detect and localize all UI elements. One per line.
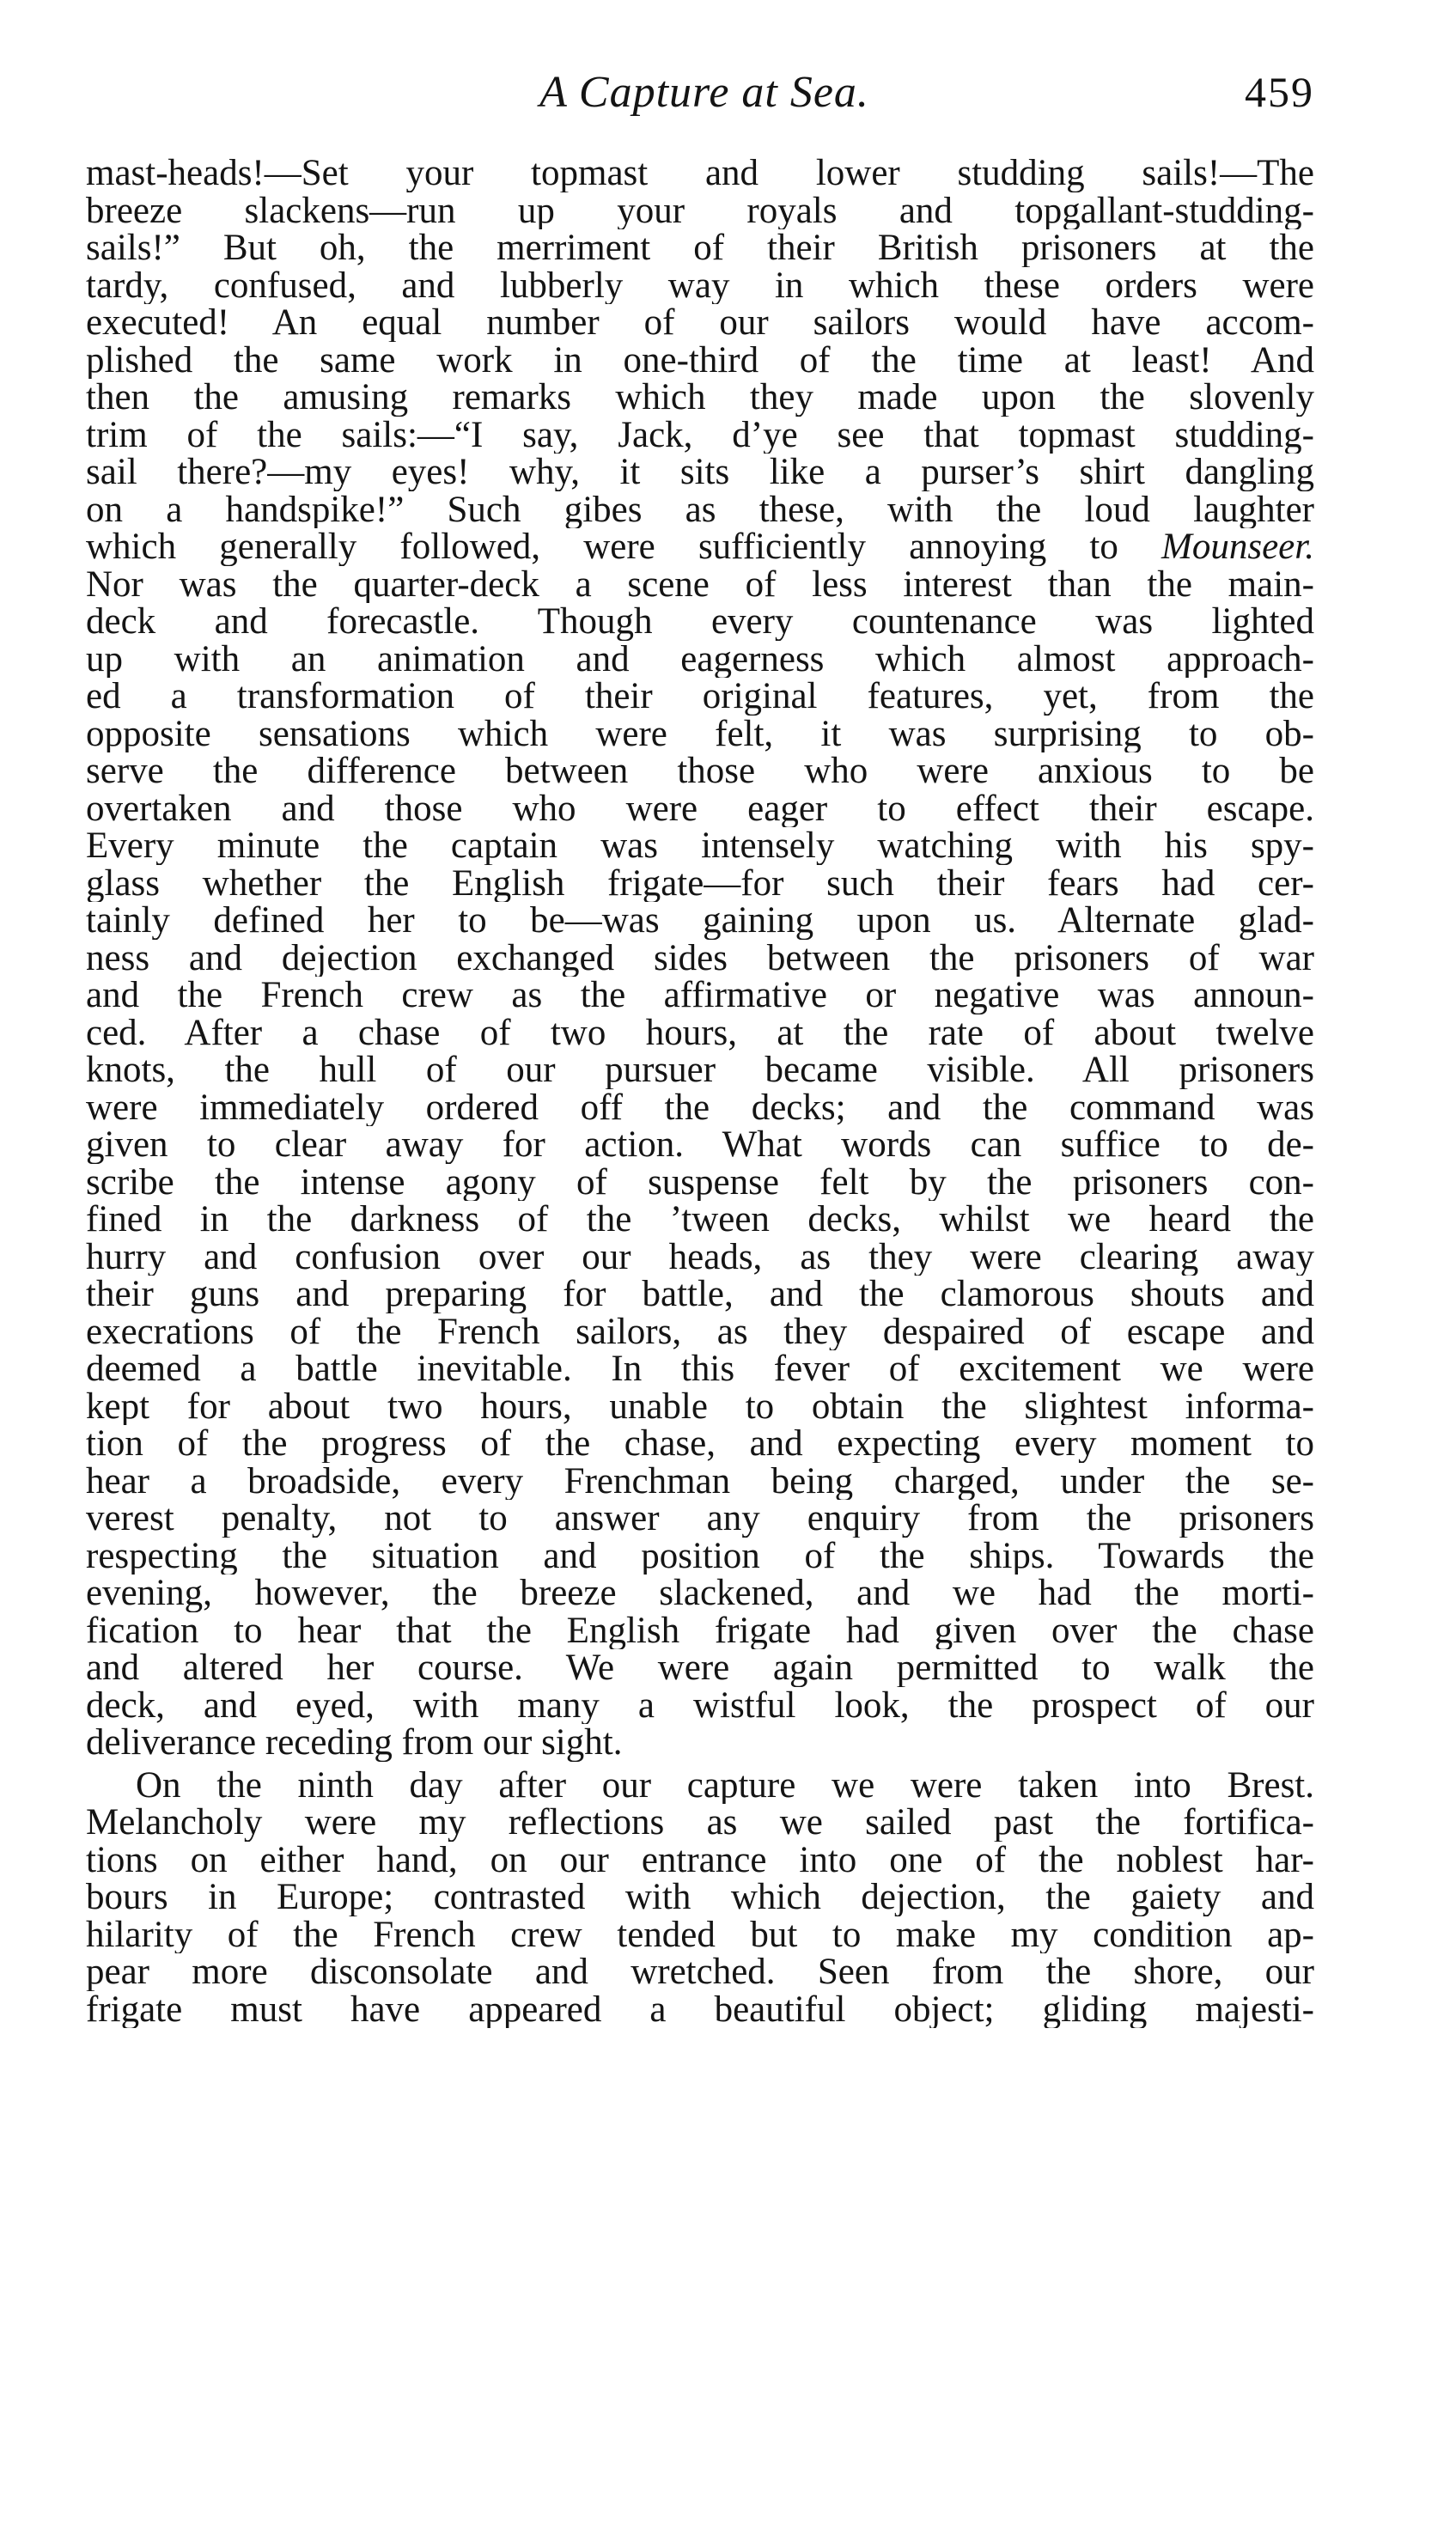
text-line: deck, and eyed, with many a wistful look, the prospect of our — [86, 1686, 1314, 1724]
text-line: hilarity of the French crew tended but to make my condition ap- — [86, 1916, 1314, 1953]
text-line: tions on either hand, on our entrance into one of the noblest har- — [86, 1841, 1314, 1879]
text-line: tion of the progress of the chase, and expecting every moment to — [86, 1425, 1314, 1463]
paragraph-1 — [86, 155, 1314, 1762]
text-line: deliverance receding from our sight. — [86, 1724, 623, 1762]
text-line: scribe the intense agony of suspense felt by the prisoners con- — [86, 1163, 1314, 1201]
text-line: hear a broadside, every Frenchman being charged, under the se- — [86, 1462, 1314, 1500]
text-line: glass whether the English frigate—for such their fears had cer- — [86, 864, 1314, 902]
text-line: executed! An equal number of our sailors would have accom- — [86, 304, 1314, 342]
text-line: Melancholy were my reflections as we sailed past the fortifica- — [86, 1804, 1314, 1842]
paragraph-2 — [86, 1767, 1314, 2029]
text-line: opposite sensations which were felt, it was surprising to ob- — [86, 715, 1314, 752]
text-line: bours in Europe; contrasted with which dejection, the gaiety and — [86, 1879, 1314, 1916]
text-line: Every minute the captain was intensely watching with his spy- — [86, 827, 1314, 865]
text-line: Nor was the quarter-deck a scene of less interest than the main- — [86, 565, 1314, 603]
text-line: then the amusing remarks which they made upon the slovenly — [86, 379, 1314, 417]
text-line: ed a transformation of their original features, yet, from the — [86, 678, 1314, 716]
text-line: On the ninth day after our capture we were taken into Brest. — [136, 1766, 1314, 1804]
text-line: kept for about two hours, unable to obtain the slightest informa- — [86, 1387, 1314, 1425]
text-line: hurry and confusion over our heads, as they were clearing away — [86, 1238, 1314, 1276]
text-line: deemed a battle inevitable. In this fever of excitement we were — [86, 1350, 1314, 1388]
running-title: A Capture at Sea. — [539, 68, 869, 117]
text-line: sail there?—my eyes! why, it sits like a purser’s shirt dangling — [86, 454, 1314, 491]
text-line: verest penalty, not to answer any enquiry from the prisoners — [86, 1500, 1314, 1538]
text-line: sails!” But oh, the merriment of their British prisoners at the — [86, 229, 1314, 267]
text-line: serve the difference between those who were anxious to be — [86, 752, 1314, 790]
running-head — [94, 67, 1314, 127]
text-line: tardy, confused, and lubberly way in which these orders were — [86, 266, 1314, 304]
text-line: fined in the darkness of the ’tween decks, whilst we heard the — [86, 1201, 1314, 1239]
text-line: trim of the sails:—“I say, Jack, d’ye see that topmast studding- — [86, 416, 1314, 454]
text-line: breeze slackens—run up your royals and topgallant-studding- — [86, 192, 1314, 229]
emphasis-mounseer: Mounseer. — [1161, 528, 1314, 566]
text-line: tainly defined her to be—was gaining upon us. Alternate glad- — [86, 902, 1314, 940]
text-line: pear more disconsolate and wretched. Seen from the shore, our — [86, 1953, 1314, 1991]
text-line: execrations of the French sailors, as they despaired of escape and — [86, 1313, 1314, 1350]
text-line: and altered her course. We were again permitted to walk the — [86, 1649, 1314, 1687]
text-line: fication to hear that the English frigate had given over the chase — [86, 1611, 1314, 1649]
text-line: ced. After a chase of two hours, at the rate of about twelve — [86, 1014, 1314, 1051]
text-line: overtaken and those who were eager to effect their escape. — [86, 789, 1314, 827]
text-segment: which generally followed, were sufficiently annoying to — [86, 528, 1162, 566]
text-line: knots, the hull of our pursuer became visible. All prisoners — [86, 1051, 1314, 1089]
text-line: up with an animation and eagerness which almost approach- — [86, 640, 1314, 678]
page-number: 459 — [1245, 68, 1314, 116]
text-line: ness and dejection exchanged sides between the prisoners of war — [86, 939, 1314, 977]
text-line: plished the same work in one-third of the time at least! And — [86, 341, 1314, 379]
text-line-with-emphasis — [86, 528, 1314, 566]
text-line: respecting the situation and position of the ships. Towards the — [86, 1537, 1314, 1575]
text-line: frigate must have appeared a beautiful object; gliding majesti- — [86, 1990, 1314, 2028]
text-line: on a handspike!” Such gibes as these, with the loud laughter — [86, 490, 1314, 528]
text-line: and the French crew as the affirmative or negative was announ- — [86, 977, 1314, 1014]
body-text — [86, 155, 1314, 2028]
text-line: their guns and preparing for battle, and the clamorous shouts and — [86, 1276, 1314, 1313]
text-line: evening, however, the breeze slackened, and we had the morti- — [86, 1575, 1314, 1612]
text-line: mast-heads!—Set your topmast and lower studding sails!—The — [86, 155, 1314, 192]
text-line: deck and forecastle. Though every countenance was lighted — [86, 603, 1314, 641]
text-line: given to clear away for action. What words can suffice to de- — [86, 1126, 1314, 1164]
text-line: were immediately ordered off the decks; and the command was — [86, 1088, 1314, 1126]
